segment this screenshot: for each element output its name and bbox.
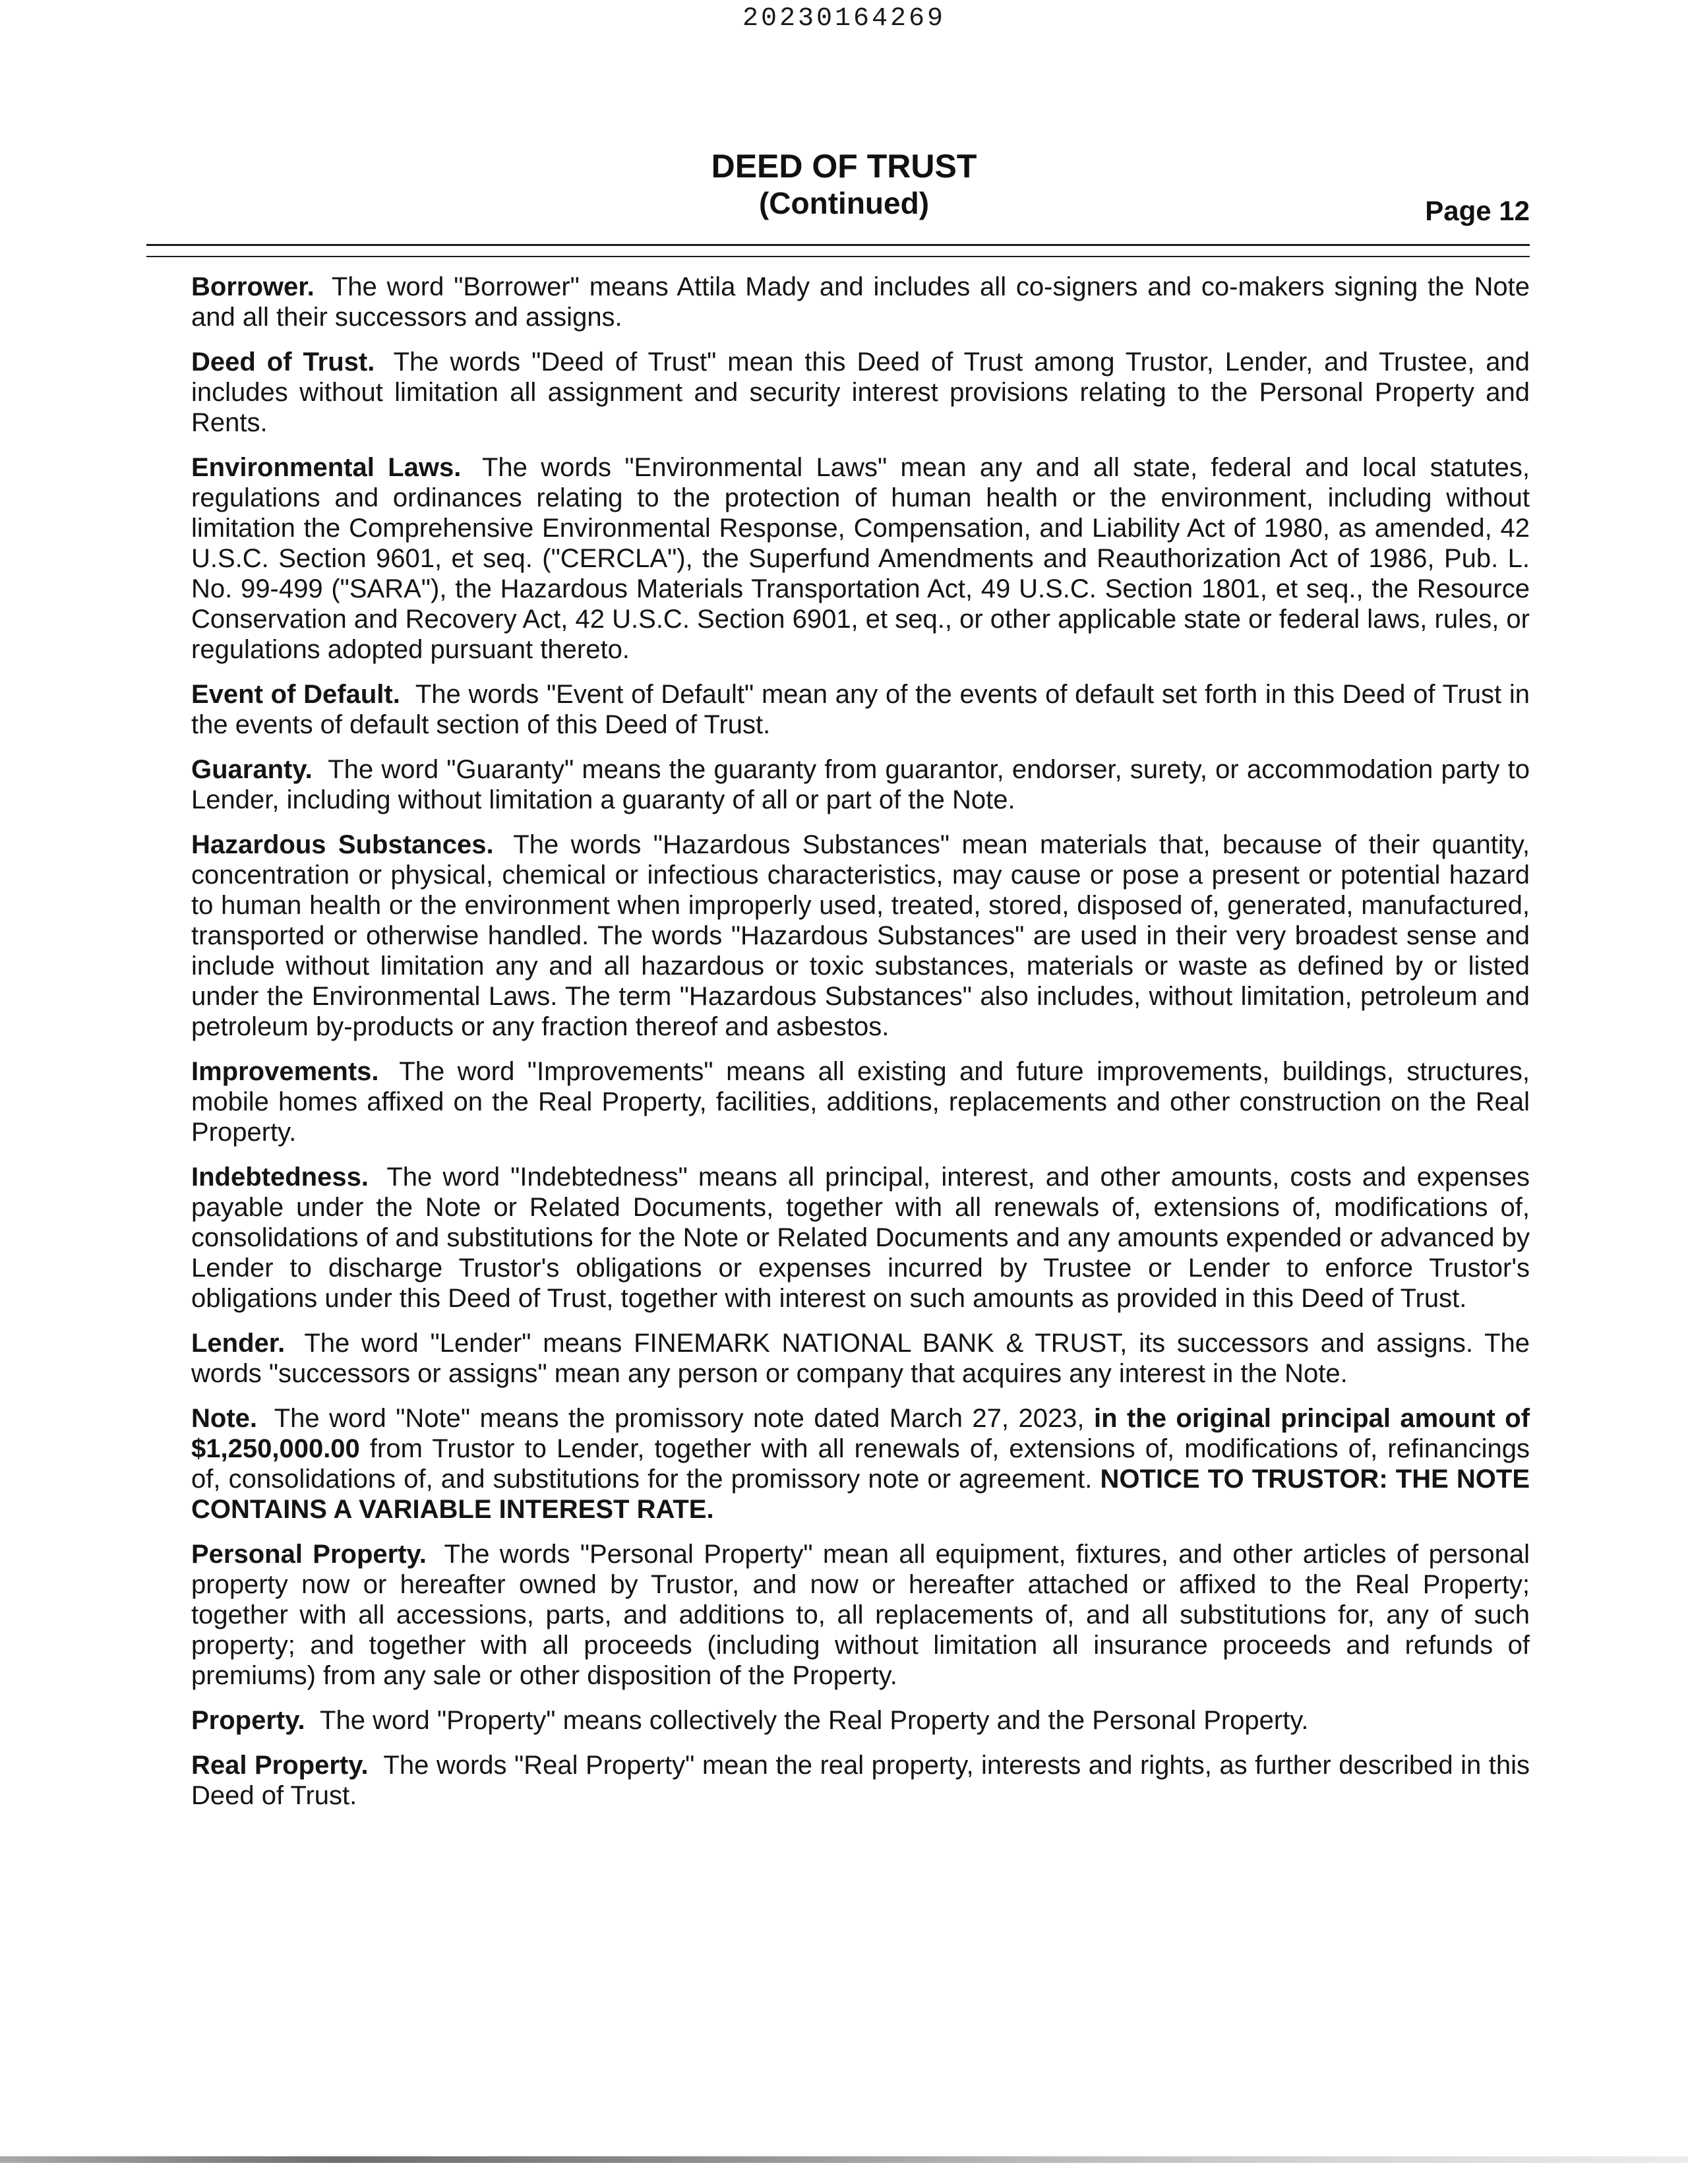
variable-rate-notice: NOTICE TO TRUSTOR: THE NOTE CONTAINS A VARIABLE INTEREST RATE. bbox=[191, 1465, 1530, 1524]
document-subtitle: (Continued) bbox=[758, 186, 930, 220]
definition-note bbox=[191, 1403, 1530, 1525]
definition-text: from Trustor to Lender, together with all renewals of, extensions of, modifications of, refinancings of, consolidations of, and substitutions for the promissory note or agreement. bbox=[191, 1434, 1530, 1494]
definitions-list bbox=[191, 272, 1530, 1825]
definition-real-property bbox=[191, 1750, 1530, 1811]
definition-term: Real Property. bbox=[191, 1751, 369, 1780]
definition-text: The word "Improvements" means all existing and future improvements, buildings, structures, mobile homes affixed on the Real Property, facilities, additions, replacements and other construction on the Real Property. bbox=[191, 1057, 1530, 1147]
definition-term: Property. bbox=[191, 1706, 305, 1735]
definition-deed-of-trust bbox=[191, 347, 1530, 438]
scan-edge-artifact bbox=[0, 2156, 1688, 2163]
definition-text: The word "Note" means the promissory note dated March 27, 2023, bbox=[274, 1404, 1085, 1433]
definition-event-of-default bbox=[191, 679, 1530, 740]
document-title: DEED OF TRUST bbox=[711, 148, 977, 185]
definition-text: The words "Environmental Laws" mean any and all state, federal and local statutes, regulations and ordinances relating to the protection of human health or the environment, including without limitation the Comprehensive Environmental Response, Compensation, and Liability Act of 1980, as amended, 42 U.S.C. Section 9601, et seq. ("CERCLA"), the Superfund Amendments and Reauthorization Act of 1986, Pub. L. No. 99-499 ("SARA"), the Hazardous Materials Transportation Act, 49 U.S.C. Section 1801, et seq., the Resource Conservation and Recovery Act, 42 U.S.C. Section 6901, et seq., or other applicable state or federal laws, rules, or regulations adopted pursuant thereto. bbox=[191, 453, 1530, 664]
definition-lender bbox=[191, 1328, 1530, 1389]
definition-borrower bbox=[191, 272, 1530, 332]
definition-term: Environmental Laws. bbox=[191, 453, 462, 482]
page-number: Page 12 bbox=[1425, 195, 1530, 226]
definition-text: The word "Property" means collectively the Real Property and the Personal Property. bbox=[320, 1706, 1309, 1735]
definition-term: Note. bbox=[191, 1404, 257, 1433]
definition-text: The words "Personal Property" mean all equipment, fixtures, and other articles of personal property now or hereafter owned by Trustor, and now or hereafter attached or affixed to the Real Property; together with all accessions, parts, and additions to, all replacements of, and all substitutions for, any of such property; and together with all proceeds (including without limitation all insurance proceeds and refunds of premiums) from any sale or other disposition of the Property. bbox=[191, 1540, 1530, 1690]
definition-text: The words "Deed of Trust" mean this Deed of Trust among Trustor, Lender, and Trustee, and includes without limitation all assignment and security interest provisions relating to the Personal Property and Rents. bbox=[191, 348, 1530, 437]
definition-term: Borrower. bbox=[191, 272, 315, 301]
definition-guaranty bbox=[191, 754, 1530, 815]
definition-property bbox=[191, 1705, 1530, 1736]
definition-term: Event of Default. bbox=[191, 680, 400, 709]
definition-text: The word "Indebtedness" means all principal, interest, and other amounts, costs and expenses payable under the Note or Related Documents, together with all renewals of, extensions of, modifications of, consolidations of and substitutions for the Note or Related Documents and any amounts expended or advanced by Lender to discharge Trustor's obligations or expenses incurred by Trustee or Lender to enforce Trustor's obligations under this Deed of Trust, together with interest on such amounts as provided in this Deed of Trust. bbox=[191, 1163, 1530, 1313]
definition-term: Lender. bbox=[191, 1329, 286, 1358]
definition-indebtedness bbox=[191, 1162, 1530, 1314]
definition-personal-property bbox=[191, 1539, 1530, 1691]
definition-text: The words "Event of Default" mean any of the events of default set forth in this Deed of Trust in the events of default section of this Deed of Trust. bbox=[191, 680, 1530, 739]
definition-text: The words "Hazardous Substances" mean materials that, because of their quantity, concentration or physical, chemical or infectious characteristics, may cause or pose a present or potential hazard to human health or the environment when improperly used, treated, stored, disposed of, generated, manufactured, transported or otherwise handled. The words "Hazardous Substances" are used in their very broadest sense and include without limitation any and all hazardous or toxic substances, materials or waste as defined by or listed under the Environmental Laws. The term "Hazardous Substances" also includes, without limitation, petroleum and petroleum by-products or any fraction thereof and asbestos. bbox=[191, 830, 1530, 1041]
definition-term: Guaranty. bbox=[191, 755, 313, 784]
definition-text: The words "Real Property" mean the real property, interests and rights, as further described in this Deed of Trust. bbox=[191, 1751, 1530, 1810]
definition-environmental-laws bbox=[191, 452, 1530, 665]
definition-text: The word "Guaranty" means the guaranty from guarantor, endorser, surety, or accommodation party to Lender, including without limitation a guaranty of all or part of the Note. bbox=[191, 755, 1530, 814]
definition-hazardous-substances bbox=[191, 830, 1530, 1042]
definition-term: Deed of Trust. bbox=[191, 348, 375, 377]
principal-amount: in the original principal amount of $1,250,000.00 bbox=[191, 1404, 1530, 1463]
definition-text: The word "Lender" means FINEMARK NATIONAL BANK & TRUST, its successors and assigns. The words "successors or assigns" mean any person or company that acquires any interest in the Note. bbox=[191, 1329, 1530, 1388]
definition-term: Personal Property. bbox=[191, 1540, 427, 1569]
header-rule-top bbox=[146, 244, 1530, 246]
definition-term: Indebtedness. bbox=[191, 1163, 369, 1192]
header-rule-bottom bbox=[146, 256, 1530, 257]
definition-term: Improvements. bbox=[191, 1057, 379, 1086]
definition-improvements bbox=[191, 1056, 1530, 1147]
definition-term: Hazardous Substances. bbox=[191, 830, 494, 859]
recording-number: 20230164269 bbox=[742, 4, 946, 34]
definition-text: The word "Borrower" means Attila Mady and includes all co-signers and co-makers signing the Note and all their successors and assigns. bbox=[191, 272, 1530, 332]
